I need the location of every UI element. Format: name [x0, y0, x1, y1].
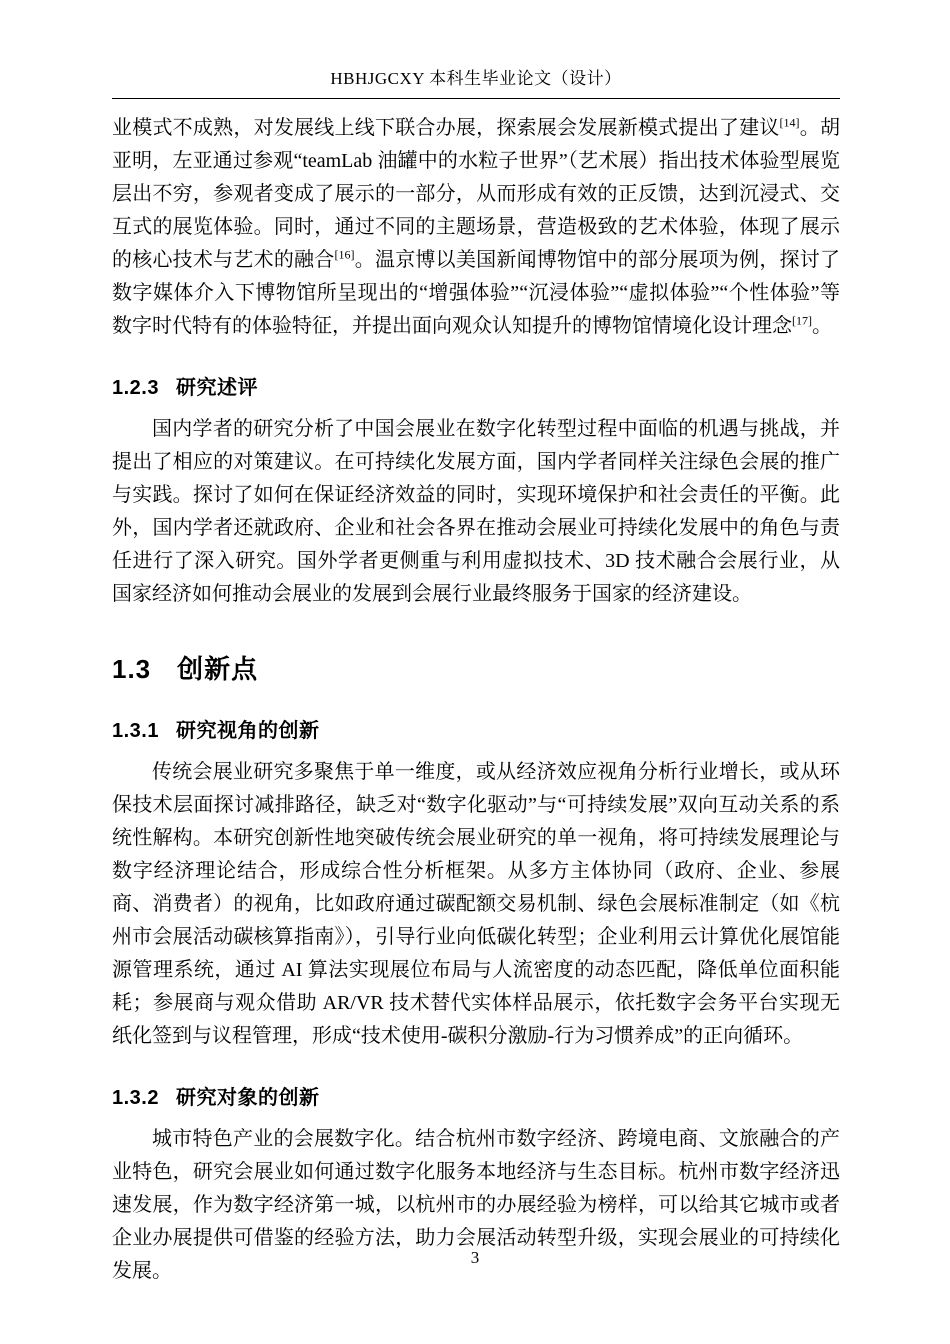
paragraph-text-segment: 。温京博以美国新闻博物馆中的部分展项为例，探讨了数字媒体介入下博物馆所呈现出的“增强体验”“沉浸体验”“虚拟体验”“个性体验”等数字时代特有的体验特征，并提出面向观众认知提升的博物馆情境化设计理念 — [112, 249, 841, 337]
citation-ref-17: [17] — [792, 313, 812, 328]
citation-ref-14: [14] — [779, 115, 800, 130]
section-heading-1-3-1 — [112, 714, 840, 743]
header-title: HBHJGCXY 本科生毕业论文（设计） — [330, 69, 622, 88]
paragraph-object-innovation: 城市特色产业的会展数字化。结合杭州市数字经济、跨境电商、文旅融合的产业特色，研究会展业如何通过数字化服务本地经济与生态目标。杭州市数字经济迅速发展，作为数字经济第一城，以杭州市的办展经验为榜样，可以给其它城市或者企业办展提供可借鉴的经验方法，助力会展活动转型升级，实现会展业的可持续化发展。 — [112, 1128, 840, 1282]
page-number: 3 — [470, 1248, 480, 1267]
section-number: 1.2.3 — [112, 377, 159, 399]
paragraph-research-review: 国内学者的研究分析了中国会展业在数字化转型过程中面临的机遇与挑战，并提出了相应的对策建议。在可持续化发展方面，国内学者同样关注绿色会展的推广与实践。探讨了如何在保证经济效益的同时，实现环境保护和社会责任的平衡。此外，国内学者还就政府、企业和社会各界在推动会展业可持续化发展中的角色与责任进行了深入研究。国外学者更侧重与利用虚拟技术、3D 技术融合会展行业，从国家经济如何推动会展业的发展到会展行业最终服务于国家的经济建设。 — [112, 418, 840, 605]
section-heading-1-3 — [112, 649, 840, 686]
paragraph-continuation — [112, 112, 840, 343]
section-title: 研究对象的创新 — [175, 1087, 320, 1109]
paragraph-text-segment: 。胡亚明，左亚通过参观“teamLab 油罐中的水粒子世界”（艺术展）指出技术体验型展览层出不穷，参观者变成了展示的一部分，从而形成有效的正反馈，达到沉浸式、交互式的展览体验。同时，通过不同的主题场景，营造极致的艺术体验，体现了展示的核心技术与艺术的融合 — [112, 117, 841, 271]
section-number: 1.3 — [112, 654, 152, 684]
section-heading-1-3-2 — [112, 1081, 840, 1110]
section-number: 1.3.1 — [112, 720, 159, 742]
section-title: 研究视角的创新 — [175, 720, 320, 742]
section-number: 1.3.2 — [112, 1087, 159, 1109]
paragraph-perspective-innovation: 传统会展业研究多聚焦于单一维度，或从经济效应视角分析行业增长，或从环保技术层面探讨减排路径，缺乏对“数字化驱动”与“可持续发展”双向互动关系的系统性解构。本研究创新性地突破传统会展业研究的单一视角，将可持续发展理论与数字经济理论结合，形成综合性分析框架。从多方主体协同（政府、企业、参展商、消费者）的视角，比如政府通过碳配额交易机制、绿色会展标准制定（如《杭州市会展活动碳核算指南》），引导行业向低碳化转型；企业利用云计算优化展馆能源管理系统，通过 AI 算法实现展位布局与人流密度的动态匹配，降低单位面积能耗；参展商与观众借助 AR/VR 技术替代实体样品展示，依托数字会务平台实现无纸化签到与议程管理，形成“技术使用-碳积分激励-行为习惯养成”的正向循环。 — [112, 761, 840, 1047]
paragraph-text-segment: 。 — [812, 315, 832, 337]
section-title: 研究述评 — [175, 377, 258, 399]
page-header — [112, 64, 840, 99]
citation-ref-16: [16] — [334, 247, 355, 262]
section-heading-1-2-3 — [112, 371, 840, 400]
paragraph-text-segment: 业模式不成熟，对发展线上线下联合办展，探索展会发展新模式提出了建议 — [112, 117, 780, 139]
section-title: 创新点 — [177, 654, 259, 684]
